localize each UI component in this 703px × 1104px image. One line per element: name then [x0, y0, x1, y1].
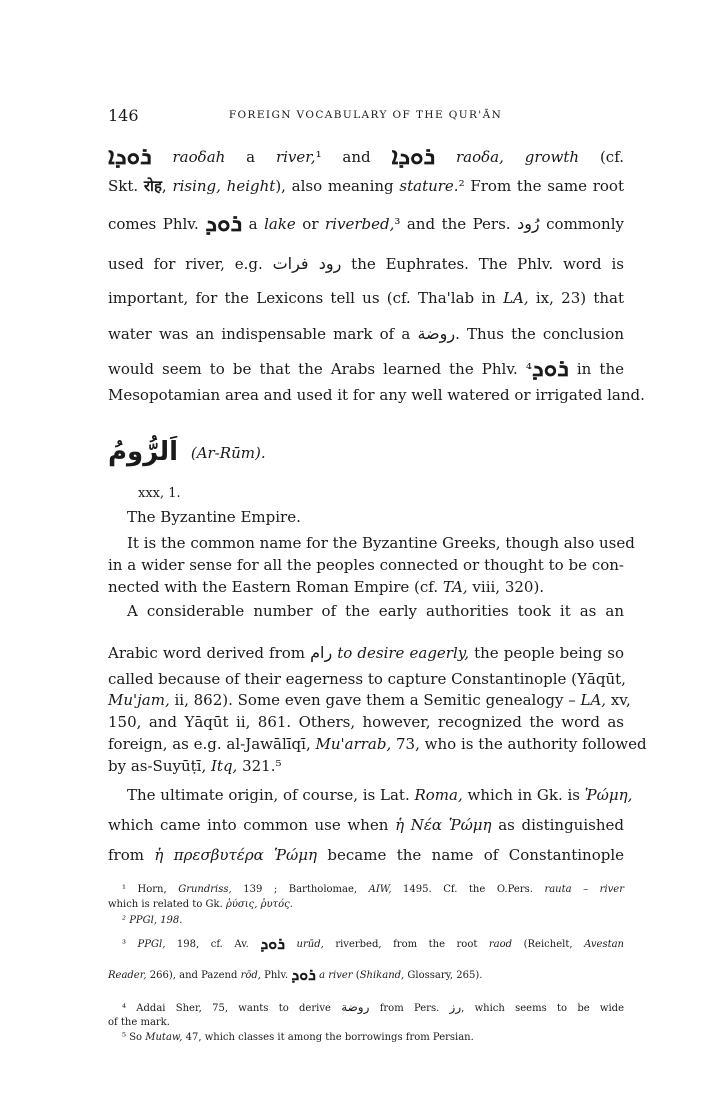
entry1-line-4: used for river, e.g. رود فرات the Euphrates. The Phlv. word is: [108, 254, 624, 273]
pahlavi-word: ܪܘܕ: [205, 209, 243, 237]
headword-translit: (Ar-Rūm).: [190, 444, 266, 462]
para2-line-6: foreign, as e.g. al-Jawālīqī, Mu'arrab, 73, who is the authority followed: [108, 735, 647, 753]
footnote-5: ⁵ So Mutaw, 47, which classes it among the borrowings from Persian.: [122, 1032, 474, 1043]
running-head: FOREIGN VOCABULARY OF THE QUR'ĀN: [228, 109, 503, 121]
para3-line-1: The ultimate origin, of course, is Lat. Roma, which in Gk. is Ῥώμη,: [127, 786, 633, 804]
footnote-1-cont: which is related to Gk. ῥύσις, ῥυτός.: [108, 899, 293, 910]
entry1-line-1: ܪܘܕܐ raoδah a river,¹ and ܪܘܕܐ raoδa, growth (cf.: [108, 142, 624, 170]
persian-rud: رُود: [517, 214, 540, 233]
pahlavi-word-fn: ܪܘܕ: [291, 965, 316, 984]
para1-line-1: It is the common name for the Byzantine Greeks, though also used: [127, 534, 635, 552]
para1-line-2: in a wider sense for all the peoples connected or thought to be con-: [108, 556, 624, 574]
entry2-headword: [108, 437, 624, 467]
page-header: [108, 106, 623, 128]
pahlavi-word-2: ܪܘܕ: [531, 354, 569, 382]
entry1-line-2: Skt. रोह, rising, height), also meaning stature.² From the same root: [108, 177, 624, 195]
para3-line-3: from ἡ πρεσβυτέρα Ῥώμη became the name of Constantinople: [108, 846, 625, 864]
footnote-4-cont: of the mark.: [108, 1017, 170, 1028]
entry1-line-3: comes Phlv. ܪܘܕ a lake or riverbed,³ and the Pers. رُود commonly: [108, 209, 624, 237]
syriac-word-raodah: ܪܘܕܐ: [108, 142, 152, 170]
para2-line-7: by as-Suyūṭī, Itq, 321.⁵: [108, 757, 282, 775]
headword-arabic: اَلرُّومُ: [108, 437, 179, 467]
sanskrit-word: रोह: [143, 177, 162, 195]
para2-line-2: Arabic word derived from رام to desire eagerly, the people being so: [108, 643, 624, 662]
arabic-rud-furat: رود فرات: [272, 254, 342, 273]
para2-line-4: Mu'jam, ii, 862). Some even gave them a Semitic genealogy – LA, xv,: [108, 691, 631, 709]
para1-line-3: nected with the Eastern Roman Empire (cf. TA, viii, 320).: [108, 578, 545, 596]
para2-line-5: 150, and Yāqūt ii, 861. Others, however, recognized the word as: [108, 713, 624, 731]
avestan-word: ܪܘܕ: [260, 934, 285, 953]
footnote-3: ³ PPGl, 198, cf. Av. ܪܘܕ urūd, riverbed, from the root raod (Reichelt, Avestan: [122, 934, 624, 953]
para2-line-1: A considerable number of the early authorities took it as an: [127, 602, 624, 620]
entry1-line-5: important, for the Lexicons tell us (cf. Tha'lab in LA, ix, 23) that: [108, 289, 624, 307]
entry1-line-7: would seem to be that the Arabs learned the Phlv. ܪܘܕ⁴ in the: [108, 354, 624, 382]
footnote-2: ² PPGl, 198.: [122, 915, 183, 926]
footnote-4: ⁴ Addai Sher, 75, wants to derive روضة from Pers. رز, which seems to be wide: [122, 1000, 625, 1014]
footnote-1: ¹ Horn, Grundriss, 139 ; Bartholomae, AIW, 1495. Cf. the O.Pers. rauta – river: [122, 884, 624, 895]
surah-reference: xxx, 1.: [138, 486, 181, 501]
gloss: The Byzantine Empire.: [127, 508, 301, 526]
entry1-line-6: water was an indispensable mark of a روضة. Thus the conclusion: [108, 324, 624, 343]
arabic-rawda: روضة: [417, 324, 456, 343]
arabic-rama: رام: [310, 643, 333, 662]
para2-line-3: called because of their eagerness to capture Constantinople (Yāqūt,: [108, 670, 626, 688]
entry1-line-8: Mesopotamian area and used it for any well watered or irrigated land.: [108, 386, 645, 404]
syriac-word-raoda: ܪܘܕܐ: [391, 142, 436, 170]
footnote-3-cont: Reader, 266), and Pazend rōd, Phlv. ܪܘܕ a river (Shikand, Glossary, 265).: [108, 965, 483, 984]
para3-line-2: which came into common use when ἡ Νέα Ῥώμη as distinguished: [108, 816, 624, 834]
page-number: 146: [108, 106, 139, 125]
